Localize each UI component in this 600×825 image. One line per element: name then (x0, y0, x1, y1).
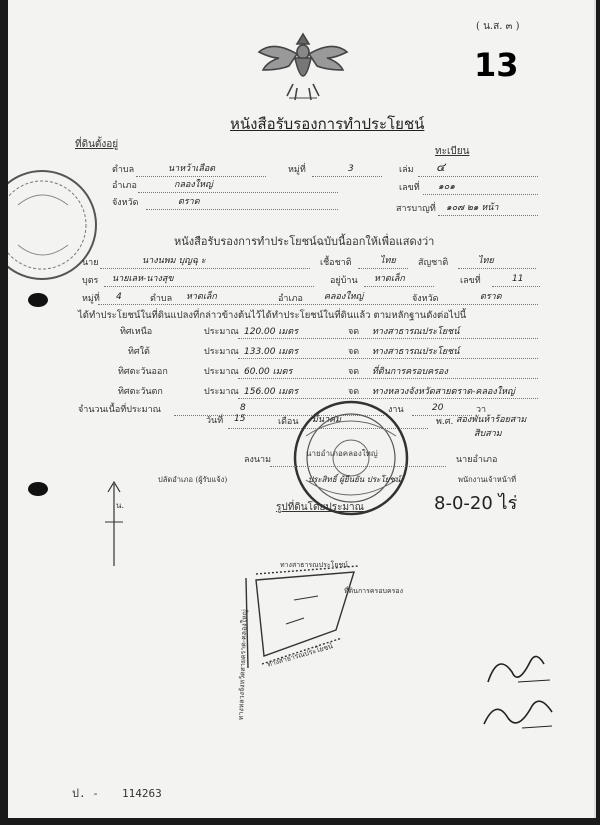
handwritten-signature (478, 642, 568, 738)
boundary-adj-label: จด (348, 327, 360, 337)
boundary-approx: ประมาณ (204, 347, 239, 357)
boundary-length: 120.00 เมตร (244, 327, 299, 337)
province2-value: ตราด (480, 292, 502, 302)
tambon-value: นาหว้าเลือด (168, 164, 216, 174)
boundary-row (8, 347, 568, 361)
date-day: 15 (234, 414, 246, 424)
boundary-side: ทิศใต้ (128, 347, 150, 357)
form-code: ( น.ส. ๓ ) (476, 21, 520, 32)
garuda-emblem-icon (253, 28, 353, 106)
tambon2-value: หาดเล็ก (186, 292, 217, 302)
registry-heading: ทะเบียน (435, 146, 470, 157)
north-arrow-icon (104, 478, 124, 568)
boundary-adj-label: จด (348, 367, 360, 377)
boundary-approx: ประมาณ (204, 327, 239, 337)
official-note: พนักงานเจ้าหน้าที่ (458, 475, 517, 484)
map-title: รูปที่ดินโดยประมาณ (276, 502, 364, 513)
child-of-value: นายเลห-นางสุข (112, 274, 174, 284)
document-page (8, 0, 596, 818)
volume-label: เล่ม (399, 165, 414, 175)
province-value: ตราด (178, 197, 200, 207)
province-label: จังหวัด (112, 198, 139, 208)
owner-name-label: นาย (82, 258, 99, 268)
month-label: เดือน (278, 417, 299, 427)
house-no-label: เลขที่ (460, 276, 481, 286)
document-title: หนังสือรับรองการทำประโยชน์ (230, 115, 425, 133)
nationality-label: สัญชาติ (418, 258, 449, 268)
boundary-adj-label: จด (348, 387, 360, 397)
village-label: อยู่บ้าน (330, 276, 358, 286)
volume-value: ๔ (436, 160, 446, 174)
tambon-label: ตำบล (112, 165, 135, 175)
boundary-adjacent: ทางสาธารณประโยชน์ (372, 347, 460, 357)
stamp-text: นายอำเภอคลองใหญ่ (306, 449, 378, 458)
amphoe2-value: คลองใหญ่ (324, 292, 364, 302)
area-handwritten: 8-0-20 ไร่ (434, 493, 518, 514)
area-wa: 20 (432, 403, 444, 413)
boundary-adjacent: ทางสาธารณประโยชน์ (372, 327, 460, 337)
page-value: ๑๐๗ ๒๑ หน้า (446, 203, 499, 213)
location-heading: ที่ดินตั้งอยู่ (75, 139, 119, 150)
child-of-label: บุตร (82, 276, 99, 286)
certify-text: หนังสือรับรองการทำประโยชน์ฉบับนี้ออกให้เพื่อแสดงว่า (174, 235, 435, 248)
north-label: น. (116, 501, 125, 510)
year-value: สองพันห้าร้อยสาม (456, 415, 527, 425)
boundary-approx: ประมาณ (204, 387, 239, 397)
boundary-row (8, 327, 568, 341)
tambon2-label: ตำบล (150, 294, 173, 304)
owner-name: นางนพม บุญฉุ ะ (142, 256, 206, 266)
house-no-value: 11 (512, 274, 524, 284)
area-wa-unit: วา (476, 405, 487, 415)
boundary-approx: ประมาณ (204, 367, 239, 377)
moo2-value: 4 (116, 292, 122, 302)
moo-value: 3 (348, 164, 354, 174)
amphoe-value: กลองใหญ่ (174, 180, 213, 190)
moo2-label: หมู่ที่ (82, 294, 100, 304)
boundary-side: ทิศตะวันออก (118, 367, 168, 377)
boundary-length: 156.00 เมตร (244, 387, 299, 397)
year-cont: สิบสาม (474, 429, 502, 439)
serial-prefix: ป. - (72, 787, 99, 800)
boundary-length: 133.00 เมตร (244, 347, 299, 357)
sign-label: ลงนาม (244, 455, 272, 465)
statement-text: ได้ทำประโยชน์ในที่ดินแปลงที่กล่าวข้างต้นไว้ได้ทำประโยชน์ในที่ดินแล้ว ตามหลักฐานดังต่อไปนี้ (78, 310, 467, 321)
area-label: จำนวนเนื้อที่ประมาณ (78, 405, 161, 415)
boundary-side: ทิศตะวันตก (118, 387, 163, 397)
area-ngan-unit: งาน (388, 405, 404, 415)
village-value: หาดเล็ก (374, 274, 405, 284)
boundary-length: 60.00 เมตร (244, 367, 293, 377)
race-value: ไทย (380, 256, 396, 266)
boundary-row (8, 367, 568, 381)
month-value: มีนาคม (312, 415, 342, 425)
boundary-adjacent: ทางหลวงจังหวัดสายตราด-คลองใหญ่ (372, 387, 515, 397)
map-label-left: ทางหลวงจังหวัดสายตราด-คลองใหญ่ (236, 609, 249, 721)
boundary-adjacent: ที่ดินการครอบครอง (372, 367, 448, 377)
amphoe-label: อำเภอ (112, 181, 137, 191)
number-label: เลขที่ (399, 183, 420, 193)
recorder-name: ประสิทธิ์ ผู้ยืนยัน ประโยชน์ (308, 475, 401, 484)
nationality-value: ไทย (478, 256, 494, 266)
province2-label: จังหวัด (412, 294, 439, 304)
page-number: 13 (474, 46, 519, 84)
boundary-adj-label: จด (348, 347, 360, 357)
amphoe2-label: อำเภอ (278, 294, 303, 304)
punch-hole (28, 482, 48, 496)
race-label: เชื้อชาติ (320, 258, 352, 268)
map-label-top: ทางสาธารณประโยชน์ (280, 561, 348, 569)
recorder-label: ปลัดอำเภอ (ผู้รับแจ้ง) (158, 475, 228, 484)
year-label: พ.ศ. (436, 417, 454, 427)
number-value: ๑๐๑ (438, 182, 455, 192)
map-label-bottom: ทางสาธารณประโยชน์ (266, 642, 334, 669)
officer-title: นายอำเภอ (456, 455, 498, 465)
area-rai: 8 (240, 403, 246, 413)
boundary-side: ทิศเหนือ (120, 327, 153, 337)
map-label-right: ที่ดินการครอบครอง (344, 587, 404, 595)
date-label: วันที่ (206, 416, 224, 426)
moo-label: หมู่ที่ (288, 165, 306, 175)
page-label: สารบาญที่ (396, 204, 436, 214)
serial-number: 114263 (122, 787, 162, 800)
punch-hole (28, 293, 48, 307)
